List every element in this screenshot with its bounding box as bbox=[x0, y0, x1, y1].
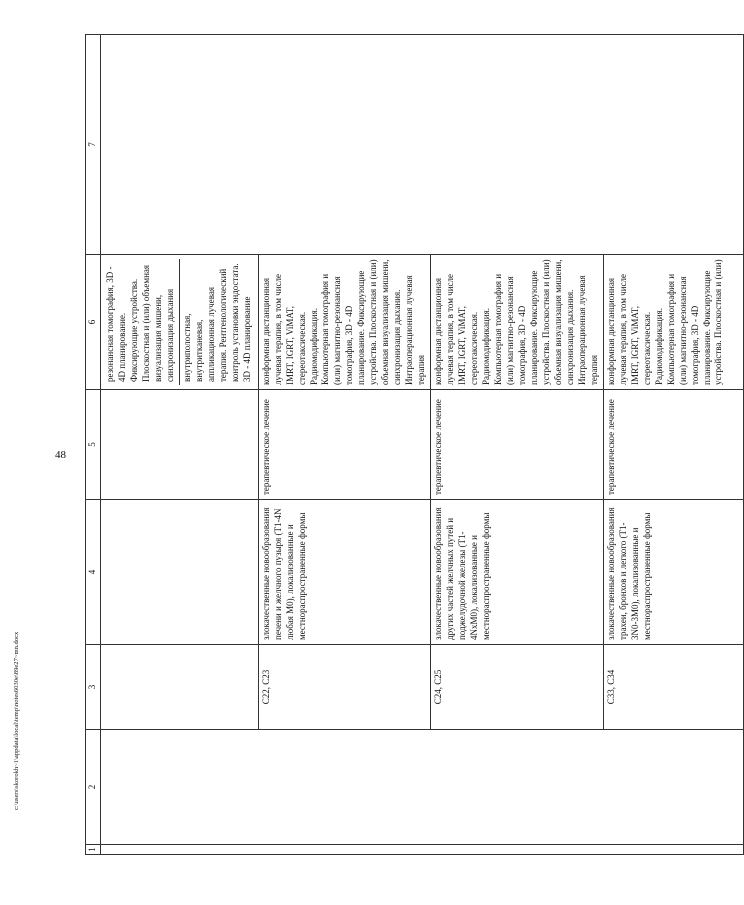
table-row bbox=[101, 35, 259, 855]
column-header: 1 bbox=[86, 845, 101, 855]
diagnosis-cell: злокачественные новообразования печени и желчного пузыря (T1-4N любая M0), локализованные и местнораспространенные формы bbox=[258, 500, 431, 645]
footer-file-path: c:\users\skorokh~1\appdata\local\temp\notes6030e\89e27~mn.docx bbox=[13, 631, 20, 810]
treatment-cell: терапевтическое лечение bbox=[258, 390, 431, 500]
table-cell bbox=[101, 255, 259, 390]
column-header: 3 bbox=[86, 645, 101, 730]
table-cell bbox=[101, 500, 259, 645]
rotated-table-container bbox=[85, 35, 724, 855]
table-cell bbox=[101, 845, 744, 855]
treatment-cell: терапевтическое лечение bbox=[603, 390, 743, 500]
method-cell: конформная дистанционная лучевая терапия, в том числе IMRT, IGRT, ViMAT, стереотаксическая. Радиомодификация. Компьютерная томография и (или) магнитно-резонансная томография, 3D - 4D планирование. Фиксирующие устройства. Плоскостная и (или) объемная визуализация мишени, синхронизация дыхания. Интраоперационная лучевая терапия bbox=[258, 255, 431, 390]
table-cell bbox=[101, 35, 744, 255]
column-header: 5 bbox=[86, 390, 101, 500]
column-header: 6 bbox=[86, 255, 101, 390]
diagnosis-cell: злокачественные новообразования других частей желчных путей и поджелудочной железы (T1-4NxM0), локализованные и местнораспространенные формы bbox=[431, 500, 604, 645]
method-cell: конформная дистанционная лучевая терапия, в том числе IMRT, IGRT, ViMAT, стереотаксическая. Радиомодификация. Компьютерная томография и (или) магнитно-резонансная томография, 3D - 4D планирование. Фиксирующие устройства. Плоскостная и (или) bbox=[603, 255, 743, 390]
method-cell: конформная дистанционная лучевая терапия, в том числе IMRT, IGRT, ViMAT, стереотаксическая. Радиомодификация. Компьютерная томография и (или) магнитно-резонансная томография, 3D - 4D планирование. Фиксирующие устройства. Плоскостная и (или) объемная визуализация мишени, синхронизация дыхания. Интраоперационная лучевая терапия bbox=[431, 255, 604, 390]
treatment-cell: терапевтическое лечение bbox=[431, 390, 604, 500]
column-header: 4 bbox=[86, 500, 101, 645]
code-cell: C33, C34 bbox=[603, 645, 743, 730]
treatment-table bbox=[85, 34, 744, 855]
page-number: 48 bbox=[55, 449, 66, 461]
method-text: внутриполостная, внутритканевая, аппликационная лучевая терапия. Рентгенологический контроль установки эндостата. 3D - 4D планирование bbox=[179, 259, 256, 385]
code-cell: C24, C25 bbox=[431, 645, 604, 730]
table-cell bbox=[101, 645, 259, 730]
column-header: 2 bbox=[86, 730, 101, 845]
code-cell: C22, C23 bbox=[258, 645, 431, 730]
column-header: 7 bbox=[86, 35, 101, 255]
table-cell bbox=[101, 390, 259, 500]
method-text: резонансная томография, 3D - 4D планирование. Фиксирующие устройства. Плоскостная и (или) объемная визуализация мишени, синхронизация дыхания bbox=[105, 264, 175, 382]
table-cell bbox=[101, 730, 744, 845]
diagnosis-cell: злокачественные новообразования трахеи, бронхов и легкого (T1-3N0-3M0), локализованные и местнораспространенные формы bbox=[603, 500, 743, 645]
table-header-row bbox=[86, 35, 101, 855]
